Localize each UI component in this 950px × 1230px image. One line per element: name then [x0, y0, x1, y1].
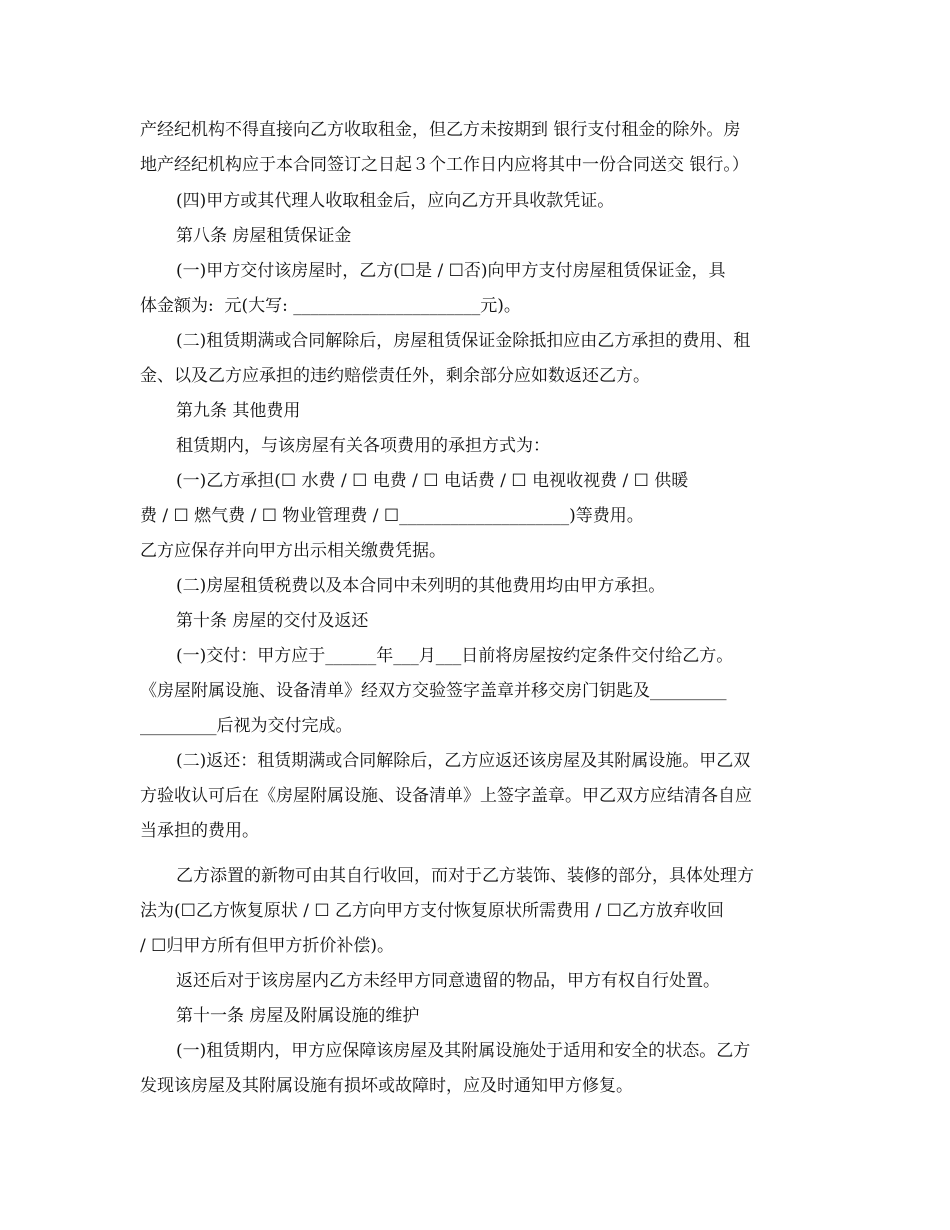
- text-line: (四)甲方或其代理人收取租金后，应向乙方开具收款凭证。: [176, 191, 615, 211]
- text-line: 地产经纪机构应于本合同签订之日起３个工作日内应将其中一份合同送交 银行。）: [140, 155, 749, 175]
- section-heading: 第八条 房屋租赁保证金: [176, 226, 352, 246]
- text-line: 方验收认可后在《房屋附属设施、设备清单》上签字盖章。甲乙双方应结清各自应: [140, 786, 752, 806]
- text-line: 当承担的费用。: [140, 821, 259, 841]
- text-line: (二)租赁期满或合同解除后，房屋租赁保证金除抵扣应由乙方承担的费用、租: [176, 331, 751, 351]
- text-line: 金、以及乙方应承担的违约赔偿责任外，剩余部分应如数返还乙方。: [140, 366, 650, 386]
- section-heading: 第十一条 房屋及附属设施的维护: [176, 1006, 420, 1026]
- text-line: (二)房屋租赁税费以及本合同中未列明的其他费用均由甲方承担。: [176, 576, 666, 596]
- text-line: _________后视为交付完成。: [140, 716, 353, 736]
- text-line: (一)租赁期内，甲方应保障该房屋及其附属设施处于适用和安全的状态。乙方: [176, 1041, 751, 1061]
- text-line: 费 / ☐ 燃气费 / ☐ 物业管理费 / ☐____________________)等费用。: [140, 506, 644, 526]
- text-line: 《房屋附属设施、设备清单》经双方交验签字盖章并移交房门钥匙及_________: [140, 681, 727, 701]
- text-line: 租赁期内，与该房屋有关各项费用的承担方式为：: [176, 436, 550, 456]
- text-line: (二)返还：租赁期满或合同解除后，乙方应返还该房屋及其附属设施。甲乙双: [176, 751, 751, 771]
- text-line: / ☐归甲方所有但甲方折价补偿)。: [140, 936, 395, 956]
- text-line: 返还后对于该房屋内乙方未经甲方同意遗留的物品，甲方有权自行处置。: [176, 971, 720, 991]
- text-line: 体金额为: 元(大写: ______________________元)。: [140, 296, 521, 316]
- text-line: 法为(☐乙方恢复原状 / ☐ 乙方向甲方支付恢复原状所需费用 / ☐乙方放弃收回: [140, 901, 724, 921]
- text-line: (一)乙方承担(☐ 水费 / ☐ 电费 / ☐ 电话费 / ☐ 电视收视费 / ☐ 供暖: [176, 471, 689, 491]
- text-line: 乙方添置的新物可由其自行收回，而对于乙方装饰、装修的部分，具体处理方: [176, 866, 754, 886]
- text-line: (一)交付：甲方应于______年___月___日前将房屋按约定条件交付给乙方。: [176, 646, 734, 666]
- section-heading: 第十条 房屋的交付及返还: [176, 611, 369, 631]
- text-line: 产经纪机构不得直接向乙方收取租金，但乙方未按期到 银行支付租金的除外。房: [140, 120, 741, 140]
- text-line: (一)甲方交付该房屋时，乙方(☐是 / ☐否)向甲方支付房屋租赁保证金，具: [176, 261, 726, 281]
- section-heading: 第九条 其他费用: [176, 401, 301, 421]
- text-line: 发现该房屋及其附属设施有损坏或故障时，应及时通知甲方修复。: [140, 1076, 633, 1096]
- text-line: 乙方应保存并向甲方出示相关缴费凭据。: [140, 541, 446, 561]
